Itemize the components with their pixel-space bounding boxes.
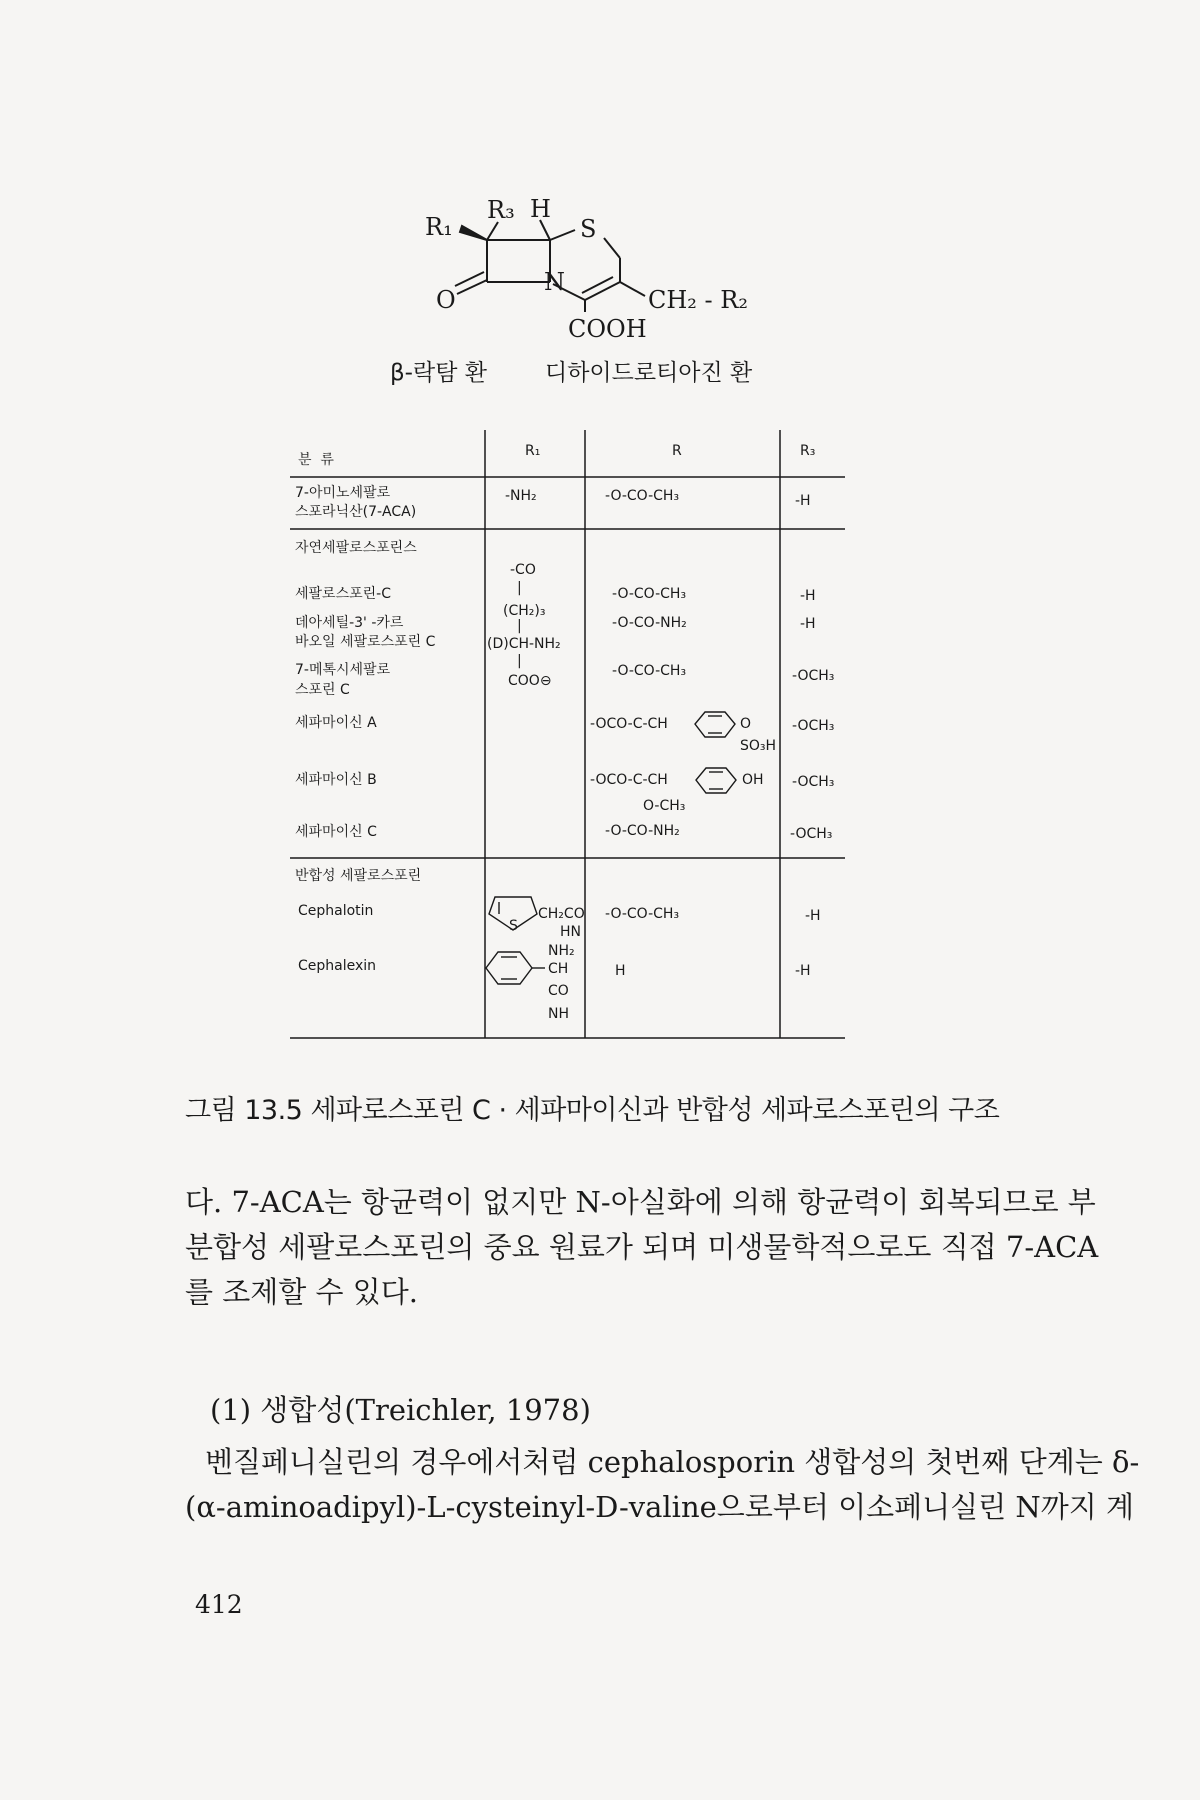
row-cephalexin-r3: -H <box>795 963 811 979</box>
o-label: O <box>436 286 456 314</box>
row-deacetyl-name-2: 바오일 세팔로스포린 C <box>295 634 436 650</box>
natural-r1-line-2: | <box>517 580 522 596</box>
row-cephamycin-a-sub: SO₃H <box>740 738 777 754</box>
row-cephalosporin-c-name: 세팔로스포린-C <box>295 586 391 602</box>
row-cephalotin-r: -O-CO-CH₃ <box>605 906 680 922</box>
row-cephamycin-b-name: 세파마이신 B <box>295 772 377 788</box>
beta-lactam-ring-label: β-락탐 환 <box>390 360 487 386</box>
ch2-r2-label: CH₂ - R₂ <box>648 286 748 314</box>
row-cephalotin-r3: -H <box>805 908 821 924</box>
row-7aca-name-2: 스포라닉산(7-ACA) <box>295 504 417 520</box>
row-cephalexin-name: Cephalexin <box>298 958 377 974</box>
row-deacetyl-name-1: 데아세틸-3' -카르 <box>295 615 404 631</box>
row-deacetyl-r: -O-CO-NH₂ <box>612 615 687 631</box>
row-cephamycin-c-r: -O-CO-NH₂ <box>605 823 680 839</box>
semi-synthetic-header: 반합성 세팔로스포린 <box>295 868 422 884</box>
header-classification: 분 류 <box>298 452 334 468</box>
row-7aca-r3: -H <box>795 493 811 509</box>
paragraph-1-line-1: 다. 7-ACA는 항균력이 없지만 N-아실화에 의해 항균력이 회복되므로 부 <box>185 1185 1096 1219</box>
row-cephalotin-ring-s: S <box>509 918 518 934</box>
benzene-ring-icon <box>695 712 735 737</box>
natural-r1-line-4: | <box>517 618 522 634</box>
row-cephamycin-a-r: -OCO-C-CH <box>590 716 668 732</box>
row-cephalexin-r1: CH <box>548 961 569 977</box>
natural-r1-line-3: (CH₂)₃ <box>503 603 546 619</box>
paragraph-1-line-3: 를 조제할 수 있다. <box>185 1275 418 1309</box>
row-7-methoxy-name-1: 7-메톡시세팔로 <box>295 662 391 678</box>
row-cephalotin-name: Cephalotin <box>298 903 374 919</box>
paragraph-1-line-2: 분합성 세팔로스포린의 중요 원료가 되며 미생물학적으로도 직접 7-ACA <box>185 1230 1099 1264</box>
row-cephamycin-b-r3: -OCH₃ <box>792 774 835 790</box>
row-cephalexin-r: H <box>615 963 626 979</box>
row-cephamycin-a-o: O <box>740 716 752 732</box>
row-7-methoxy-name-2: 스포린 C <box>295 682 350 698</box>
r1-label: R₁ <box>425 213 453 241</box>
row-7-methoxy-r3: -OCH₃ <box>792 668 835 684</box>
natural-r1-line-5: (D)CH-NH₂ <box>487 636 561 652</box>
row-7aca-r1: -NH₂ <box>505 488 537 504</box>
figure-caption: 그림 13.5 세파로스포린 C · 세파마이신과 반합성 세파로스포린의 구조 <box>185 1095 1000 1126</box>
benzene-ring-icon <box>486 952 545 984</box>
paragraph-2 <box>185 1440 1140 1530</box>
natural-cephalosporins-header: 자연세팔로스포린스 <box>295 540 417 556</box>
row-cephalotin-r1: CH₂CO <box>538 906 585 922</box>
benzene-ring-icon <box>696 768 736 793</box>
header-r3: R₃ <box>800 443 816 459</box>
row-cephalosporin-c-r: -O-CO-CH₃ <box>612 586 687 602</box>
r3-label: R₃ <box>487 196 515 224</box>
s-label: S <box>580 215 597 243</box>
row-cephamycin-b-r: -OCO-C-CH <box>590 772 668 788</box>
cooh-label: COOH <box>568 315 647 343</box>
row-deacetyl-r3: -H <box>800 616 816 632</box>
natural-r1-line-6: | <box>517 653 522 669</box>
row-cephamycin-a-name: 세파마이신 A <box>295 715 377 731</box>
n-label: N <box>544 268 565 296</box>
row-cephamycin-c-r3: -OCH₃ <box>790 826 833 842</box>
row-cephalotin-r1-sub: HN <box>560 924 581 940</box>
paragraph-1 <box>185 1180 1099 1315</box>
h-label: H <box>530 195 551 223</box>
row-cephamycin-a-r3: -OCH₃ <box>792 718 835 734</box>
paragraph-2-line-1: 벤질페니실린의 경우에서처럼 cephalosporin 생합성의 첫번째 단계는 δ- <box>205 1445 1140 1479</box>
row-cephamycin-b-oh: OH <box>742 772 764 788</box>
row-cephamycin-c-name: 세파마이신 C <box>295 824 377 840</box>
row-cephalexin-r1-nh: NH <box>548 1006 569 1022</box>
page-number: 412 <box>195 1590 243 1619</box>
row-7aca-name-1: 7-아미노세팔로 <box>295 485 391 501</box>
row-7aca-r: -O-CO-CH₃ <box>605 488 680 504</box>
dihydrothiazine-ring-label: 디하이드로티아진 환 <box>545 360 753 386</box>
row-7-methoxy-r: -O-CO-CH₃ <box>612 663 687 679</box>
row-cephalexin-r1-co: CO <box>548 983 569 999</box>
header-r1: R₁ <box>525 443 541 459</box>
paragraph-2-line-2: (α-aminoadipyl)-L-cysteinyl-D-valine으로부터 이소페니실린 N까지 계 <box>185 1490 1135 1524</box>
row-cephamycin-b-sub: O-CH₃ <box>643 798 686 814</box>
row-cephalexin-r1-top: NH₂ <box>548 943 575 959</box>
natural-r1-line-7: COO⊖ <box>508 673 552 689</box>
section-heading: (1) 생합성(Treichler, 1978) <box>210 1393 591 1427</box>
row-cephalosporin-c-r3: -H <box>800 588 816 604</box>
natural-r1-line-1: -CO <box>510 562 536 578</box>
header-r: R <box>672 443 682 459</box>
